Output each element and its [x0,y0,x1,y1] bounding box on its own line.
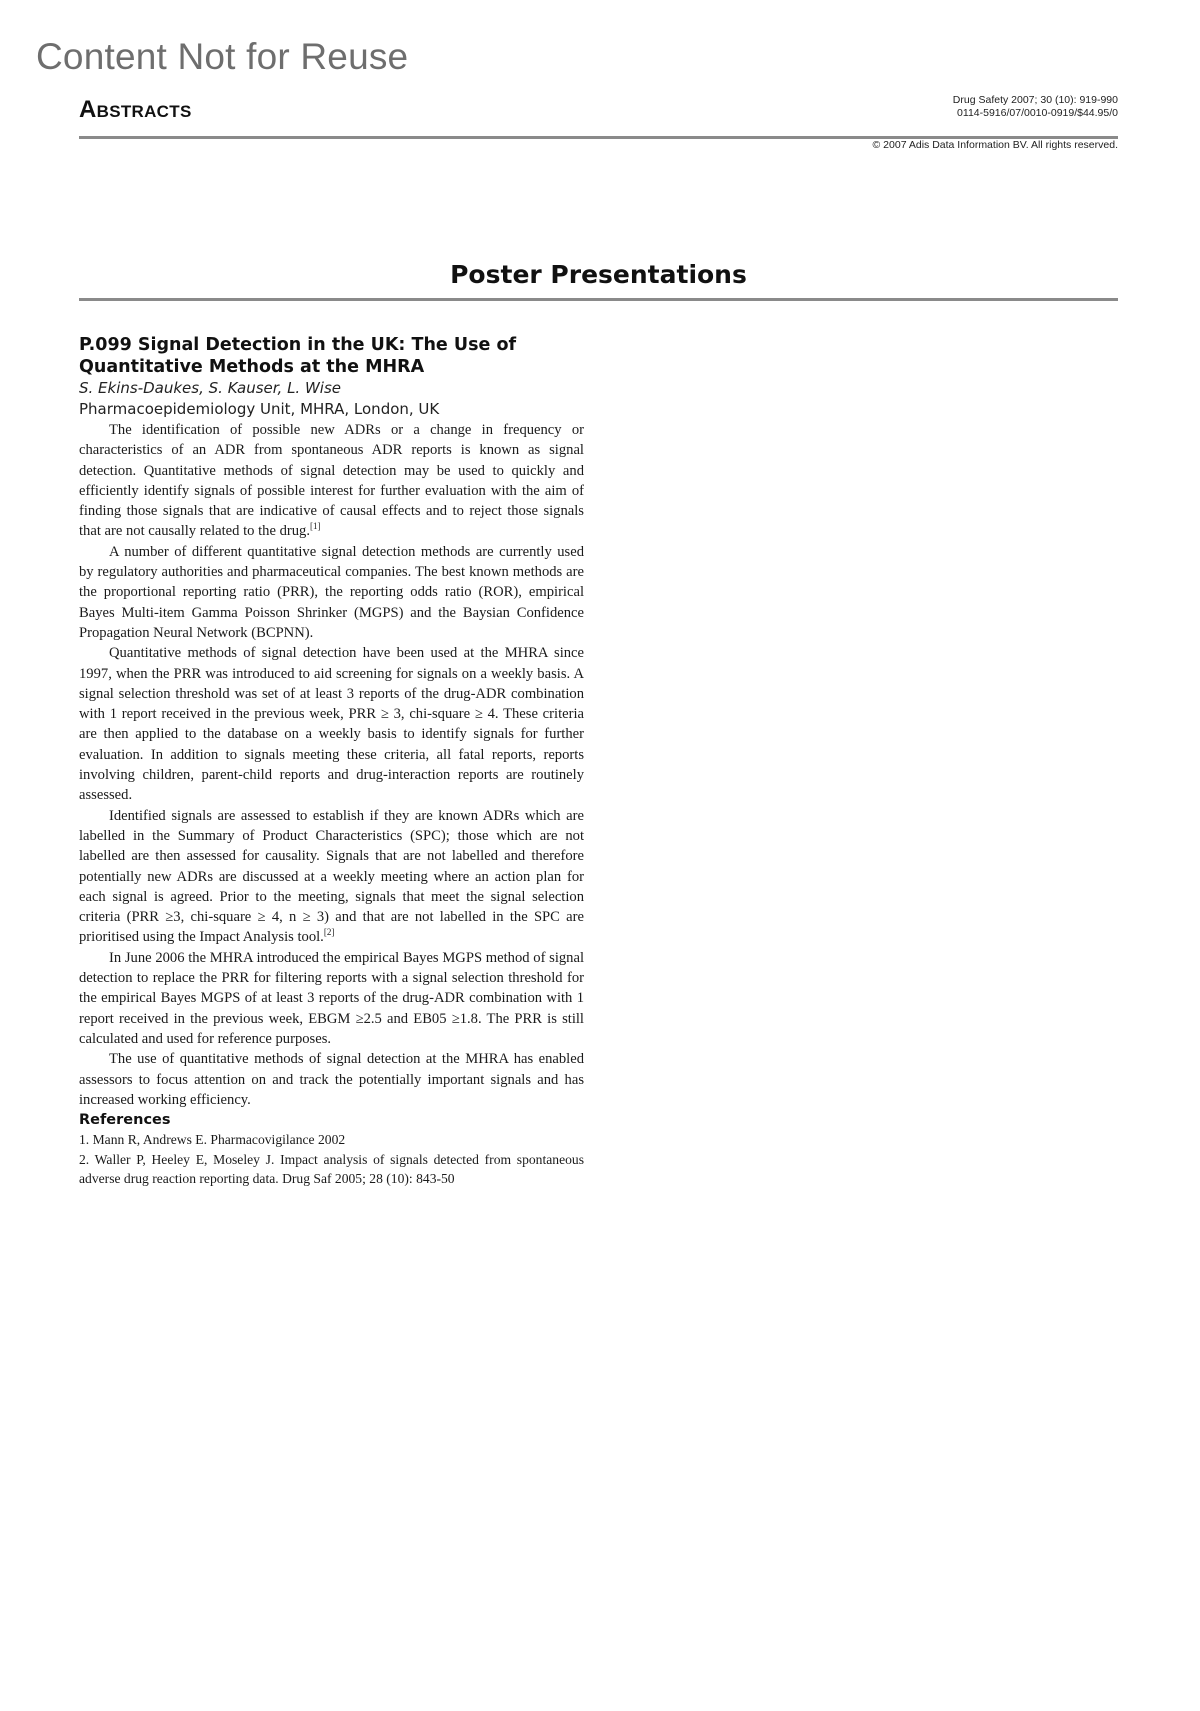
reference-item: 2. Waller P, Heeley E, Moseley J. Impact analysis of signals detected from spontaneous adverse drug reaction reporting data. Drug Saf 2005; 28 (10): 843-50 [79,1152,584,1187]
journal-citation: Drug Safety 2007; 30 (10): 919-990 [952,94,1118,106]
citation-marker: [2] [323,927,335,938]
abstract-authors: S. Ekins-Daukes, S. Kauser, L. Wise [79,379,342,397]
references-heading: References [79,1112,171,1129]
section-label: Abstracts [79,96,192,123]
abstract [79,334,584,1189]
abstract-paragraph: The use of quantitative methods of signal detection at the MHRA has enabled assessors to focus attention on and track the potentially important signals and has increased working efficiency. [79,1051,584,1108]
issn-line: 0114-5916/07/0010-0919/$44.95/0 [957,107,1118,119]
abstract-paragraph: Identified signals are assessed to establish if they are known ADRs which are labelled in the Summary of Product Characteristics (SPC); those which are not labelled are then assessed for causality. Signals that are not labelled and therefore potentially new ADRs are discussed at a weekly meeting where an action plan for each signal is agreed. Prior to the meeting, signals that meet the signal selection criteria (PRR ≥3, chi-square ≥ 4, n ≥ 3) and that are not labelled in the SPC are prioritised using the Impact Analysis tool.[2] [79,807,584,946]
abstract-paragraph: A number of different quantitative signal detection methods are currently used by regulatory authorities and pharmaceutical companies. The best known methods are the proportional reporting ratio (PRR), the reporting odds ratio (ROR), empirical Bayes Multi-item Gamma Poisson Shrinker (MGPS) and the Baysian Confidence Propagation Neural Network (BCPNN). [79,543,584,641]
watermark-text: Content Not for Reuse [36,36,409,77]
reference-item: 1. Mann R, Andrews E. Pharmacovigilance 2002 [79,1132,346,1148]
copyright-line: © 2007 Adis Data Information BV. All rights reserved. [872,139,1118,151]
abstract-paragraph: Quantitative methods of signal detection have been used at the MHRA since 1997, when the PRR was introduced to aid screening for signals on a weekly basis. A signal selection threshold was set of at least 3 reports of the drug-ADR combination with 1 report received in the previous week, PRR ≥ 3, chi-square ≥ 4. These criteria are then applied to the database on a weekly basis to identify signals for further evaluation. In addition to signals meeting these criteria, all fatal reports, reports involving children, parent-child reports and drug-interaction reports are routinely assessed. [79,645,584,804]
section-heading: Poster Presentations [450,260,747,289]
section-divider [79,298,1118,301]
page-header [79,94,1118,139]
abstract-paragraph: In June 2006 the MHRA introduced the empirical Bayes MGPS method of signal detection to replace the PRR for filtering reports with a signal selection threshold for the empirical Bayes MGPS of at least 3 reports of the drug-ADR combination with 1 report received in the previous week, EBGM ≥2.5 and EB05 ≥1.8. The PRR is still calculated and used for reference purposes. [79,949,584,1047]
abstract-affiliation: Pharmacoepidemiology Unit, MHRA, London, UK [79,400,440,418]
journal-info [953,94,1118,120]
abstract-title: P.099 Signal Detection in the UK: The Use of Quantitative Methods at the MHRA [79,335,517,377]
citation-marker: [1] [309,521,321,532]
abstract-paragraph: The identification of possible new ADRs or a change in frequency or characteristics of an ADR from spontaneous ADR reports is known as signal detection. Quantitative methods of signal detection may be used to quickly and efficiently identify signals of possible interest for further evaluation with the aim of finding those signals that are indicative of causal effects and to reject those signals that are not causally related to the drug.[1] [79,422,584,540]
